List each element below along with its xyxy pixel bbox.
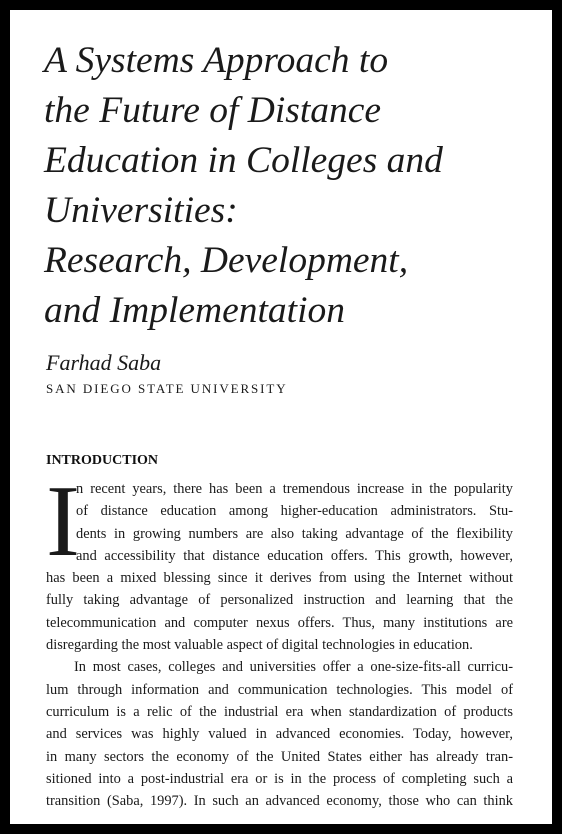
body-line: n recent years, there has been a tremendous increase in the popularity [76,481,513,497]
title-line: A Systems Approach to [44,40,389,81]
body-line: in many sectors the economy of the United States either has already tran- [46,748,513,765]
body-line: disregarding the most valuable aspect of digital technologies in education. [46,637,473,654]
author-affiliation: SAN DIEGO STATE UNIVERSITY [46,381,288,396]
body-line: In most cases, colleges and universities offer a one-size-fits-all curricu- [74,659,513,676]
body-line: transition (Saba, 1997). In such an advanced economy, those who can think [46,793,513,810]
body-line: and services was highly valued in advanced economies. Today, however, [46,726,513,743]
title-line: and Implementation [44,290,345,331]
body-text [46,465,513,812]
body-line: fully taking advantage of personalized instruction and learning that the [46,592,513,609]
title-line: Education in Colleges and [44,140,443,181]
body-line: sitioned into a post-industrial era or is in the process of completing such a [46,770,513,787]
body-line: of distance education among higher-education administrators. Stu- [76,503,513,520]
title-line: Universities: [44,190,238,231]
body-line: telecommunication and computer nexus offers. Thus, many institutions are [46,614,513,631]
article-title [44,36,534,336]
drop-cap: I [46,465,80,578]
section-heading: INTRODUCTION [46,453,159,468]
body-line: dents in growing numbers are also taking advantage of the flexibility [76,525,513,542]
document-page [10,10,552,824]
title-line: Research, Development, [44,240,409,281]
body-line: and accessibility that distance education offers. This growth, however, [76,547,513,564]
body-line: curriculum is a relic of the industrial era when standardization of products [46,703,513,720]
title-line: the Future of Distance [44,90,382,131]
body-line: lum through information and communication technologies. This model of [46,681,513,698]
author-name: Farhad Saba [46,350,162,375]
body-line: has been a mixed blessing since it derives from using the Internet without [46,570,513,587]
